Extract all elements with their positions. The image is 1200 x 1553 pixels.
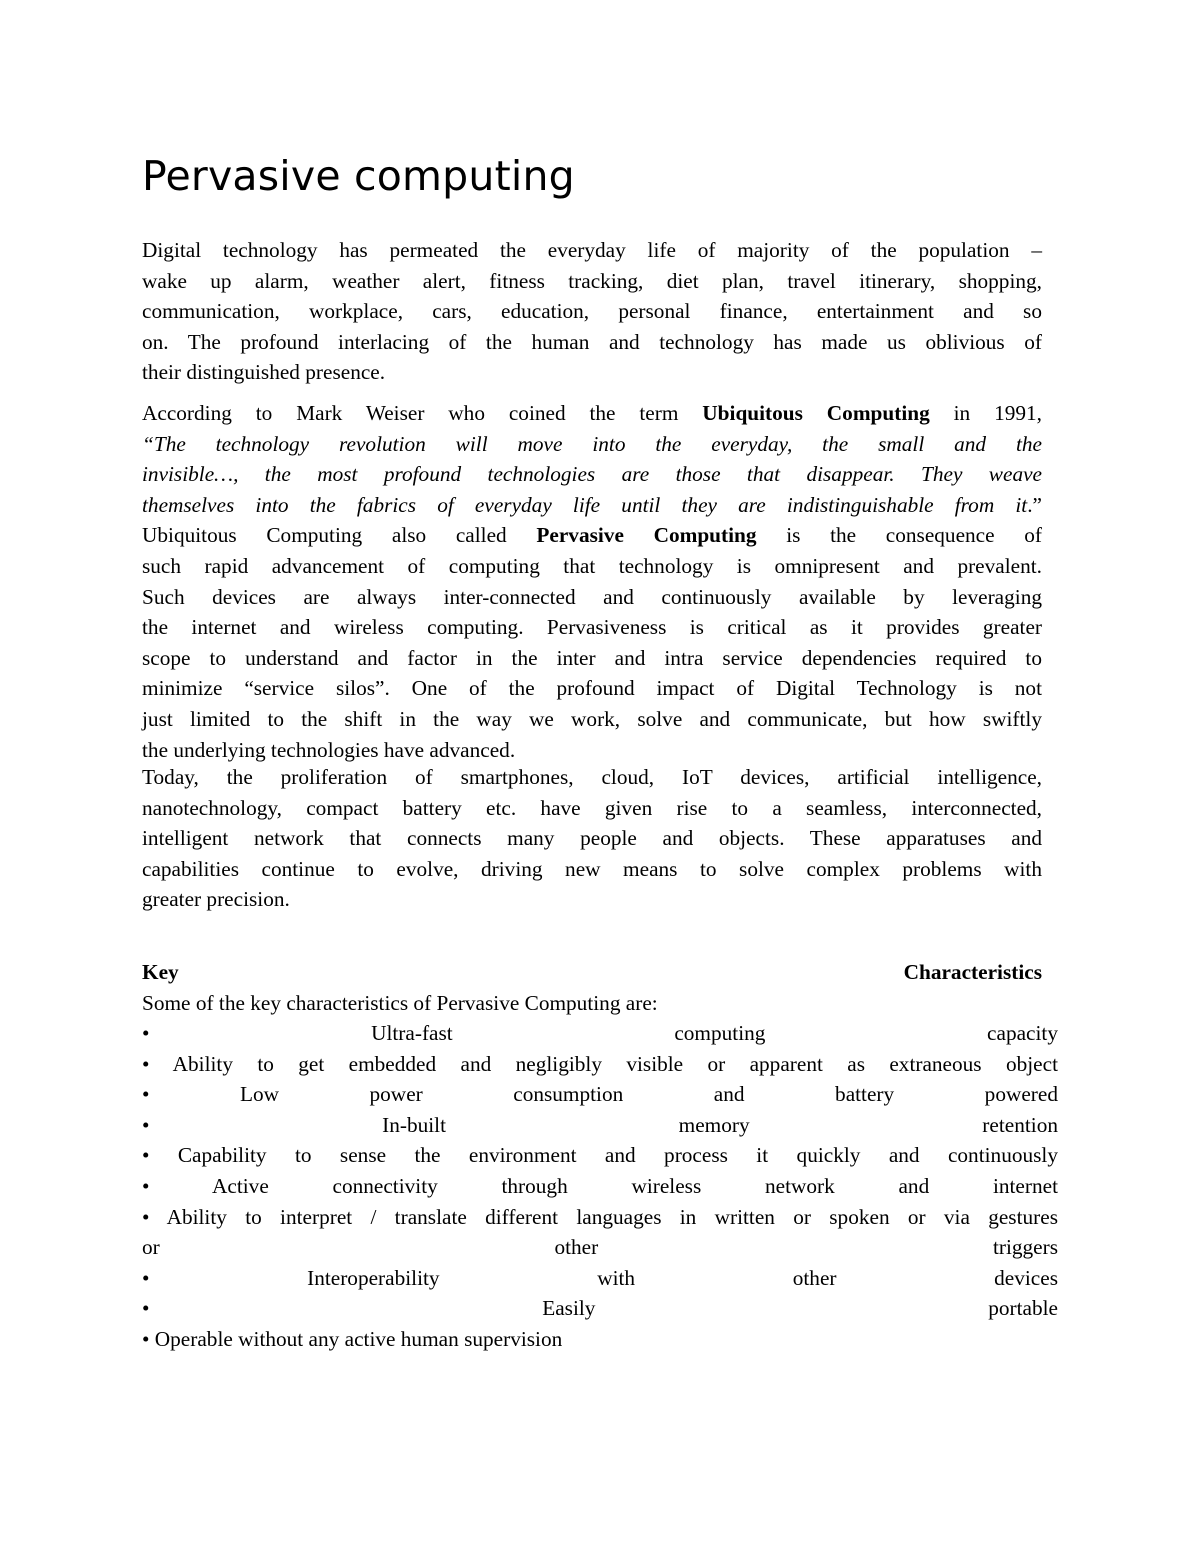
section-heading xyxy=(142,957,1042,988)
weiser-paragraph xyxy=(142,398,1042,765)
intro-paragraph xyxy=(142,235,1042,388)
paragraph-line: greater precision. xyxy=(142,887,290,912)
text-run: Ubiquitous Computing also called xyxy=(142,523,537,548)
text-run: is the consequence of xyxy=(756,523,1042,548)
quote-text: “The technology revolution will move into the everyday, the small and the xyxy=(142,431,1042,456)
characteristics-list xyxy=(142,1018,1058,1355)
quote-text: invisible…, the most profound technologies are those that disappear xyxy=(142,462,890,487)
list-item: • Ability to get embedded and negligibly visible or apparent as extraneous object xyxy=(142,1051,1058,1076)
paragraph-line: their distinguished presence. xyxy=(142,360,386,385)
list-item: • In-built memory retention xyxy=(142,1112,1058,1137)
list-intro: Some of the key characteristics of Pervasive Computing are: xyxy=(142,991,658,1015)
list-item: • Low power consumption and battery powered xyxy=(142,1082,1058,1107)
page-title: Pervasive computing xyxy=(142,152,575,200)
paragraph-line: nanotechnology, compact battery etc. have given rise to a seamless, interconnected, xyxy=(142,795,1042,820)
term-ubiquitous-computing: Ubiquitous Computing xyxy=(702,401,930,425)
quote-text: themselves into the fabrics of everyday life until they are indistinguishable from it xyxy=(142,492,1028,517)
today-paragraph xyxy=(142,762,1042,915)
quote-close: .” xyxy=(1027,492,1042,517)
text-run: in 1991, xyxy=(929,401,1042,425)
list-item: • Easily portable xyxy=(142,1296,1058,1321)
quote-text: . They weave xyxy=(889,462,1043,487)
paragraph-line: communication, workplace, cars, education, personal finance, entertainment and so xyxy=(142,299,1042,324)
list-item: • Ability to interpret / translate different languages in written or spoken or via gestures xyxy=(142,1204,1058,1229)
paragraph-line: wake up alarm, weather alert, fitness tracking, diet plan, travel itinerary, shopping, xyxy=(142,268,1042,293)
paragraph-line xyxy=(142,398,1042,429)
paragraph-line: just limited to the shift in the way we work, solve and communicate, but how swiftly xyxy=(142,706,1042,731)
section-heading-right: Characteristics xyxy=(903,960,1042,984)
paragraph-line: scope to understand and factor in the inter and intra service dependencies required to xyxy=(142,645,1042,670)
paragraph-line: the internet and wireless computing. Pervasiveness is critical as it provides greater xyxy=(142,615,1042,640)
section-heading-left: Key xyxy=(142,960,179,984)
paragraph-line xyxy=(142,520,1042,551)
quote-line xyxy=(142,490,1042,521)
list-item: • Ultra-fast computing capacity xyxy=(142,1021,1058,1045)
paragraph-line: Such devices are always inter-connected and continuously available by leveraging xyxy=(142,584,1042,609)
paragraph-line: minimize “service silos”. One of the profound impact of Digital Technology is not xyxy=(142,676,1042,701)
term-pervasive-computing: Pervasive Computing xyxy=(536,523,757,548)
quote-line xyxy=(142,459,1042,490)
paragraph-line: capabilities continue to evolve, driving new means to solve complex problems with xyxy=(142,856,1042,881)
paragraph-line: on. The profound interlacing of the human and technology has made us oblivious of xyxy=(142,329,1042,354)
list-item: • Interoperability with other devices xyxy=(142,1265,1058,1290)
list-item: • Active connectivity through wireless network and internet xyxy=(142,1173,1058,1198)
paragraph-line: intelligent network that connects many people and objects. These apparatuses and xyxy=(142,826,1042,851)
paragraph-line: Digital technology has permeated the everyday life of majority of the population – xyxy=(142,238,1042,262)
paragraph-line: Today, the proliferation of smartphones, cloud, IoT devices, artificial intelligence, xyxy=(142,765,1042,789)
list-item: • Capability to sense the environment and process it quickly and continuously xyxy=(142,1143,1058,1168)
quote-line xyxy=(142,429,1042,460)
list-item: or other triggers xyxy=(142,1235,1058,1260)
paragraph-line: such rapid advancement of computing that technology is omnipresent and prevalent. xyxy=(142,553,1042,578)
text-run: According to Mark Weiser who coined the term xyxy=(142,401,703,425)
list-item: • Operable without any active human supervision xyxy=(142,1326,563,1351)
paragraph-line: the underlying technologies have advanced. xyxy=(142,737,516,762)
